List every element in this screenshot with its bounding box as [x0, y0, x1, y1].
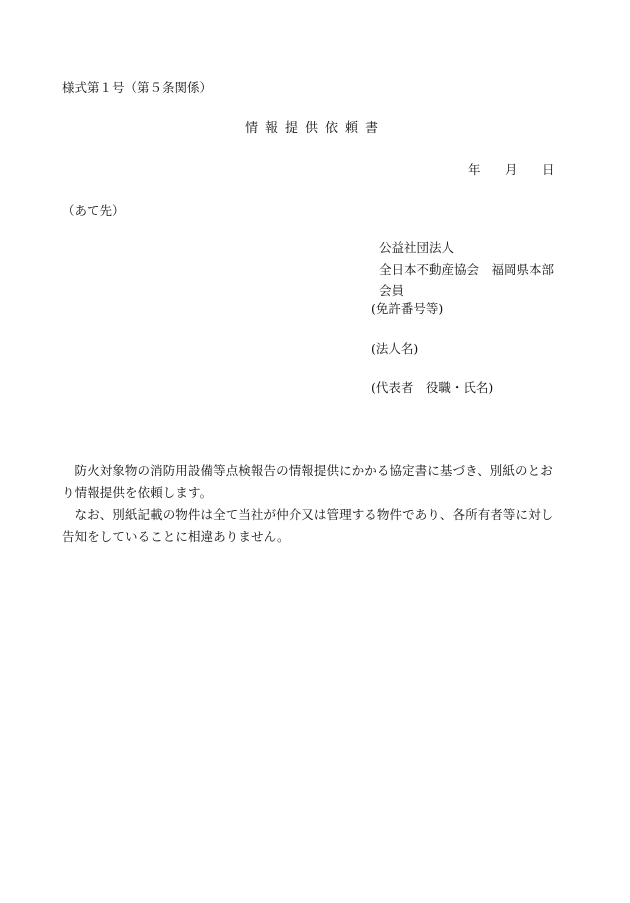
date-month-label: 月: [505, 162, 518, 177]
sender-org-type: 公益社団法人: [379, 240, 455, 255]
body-paragraph-1: 防火対象物の消防用設備等点検報告の情報提供にかかる協定書に基づき、別紙のとおり情報提供を依頼します。: [62, 463, 553, 500]
sender-representative-label: (代表者 役職・氏名): [371, 380, 494, 395]
body-paragraph-2: なお、別紙記載の物件は全て当社が仲介又は管理する物件であり、各所有者等に対し告知をしていることに相違ありません。: [62, 507, 554, 544]
date-row: [468, 162, 555, 178]
date-day-label: 日: [542, 162, 555, 177]
date-year-label: 年: [468, 162, 481, 177]
sender-org-name: 全日本不動産協会 福岡県本部: [379, 262, 555, 277]
sender-member-label: 会員: [379, 283, 405, 298]
form-number: 様式第１号（第５条関係）: [62, 80, 213, 95]
document-title: 情報提供依頼書: [244, 121, 385, 136]
sender-corp-name-label: (法人名): [371, 341, 419, 356]
sender-license-label: (免許番号等): [371, 301, 444, 316]
addressee-label: （あて先）: [62, 203, 125, 218]
